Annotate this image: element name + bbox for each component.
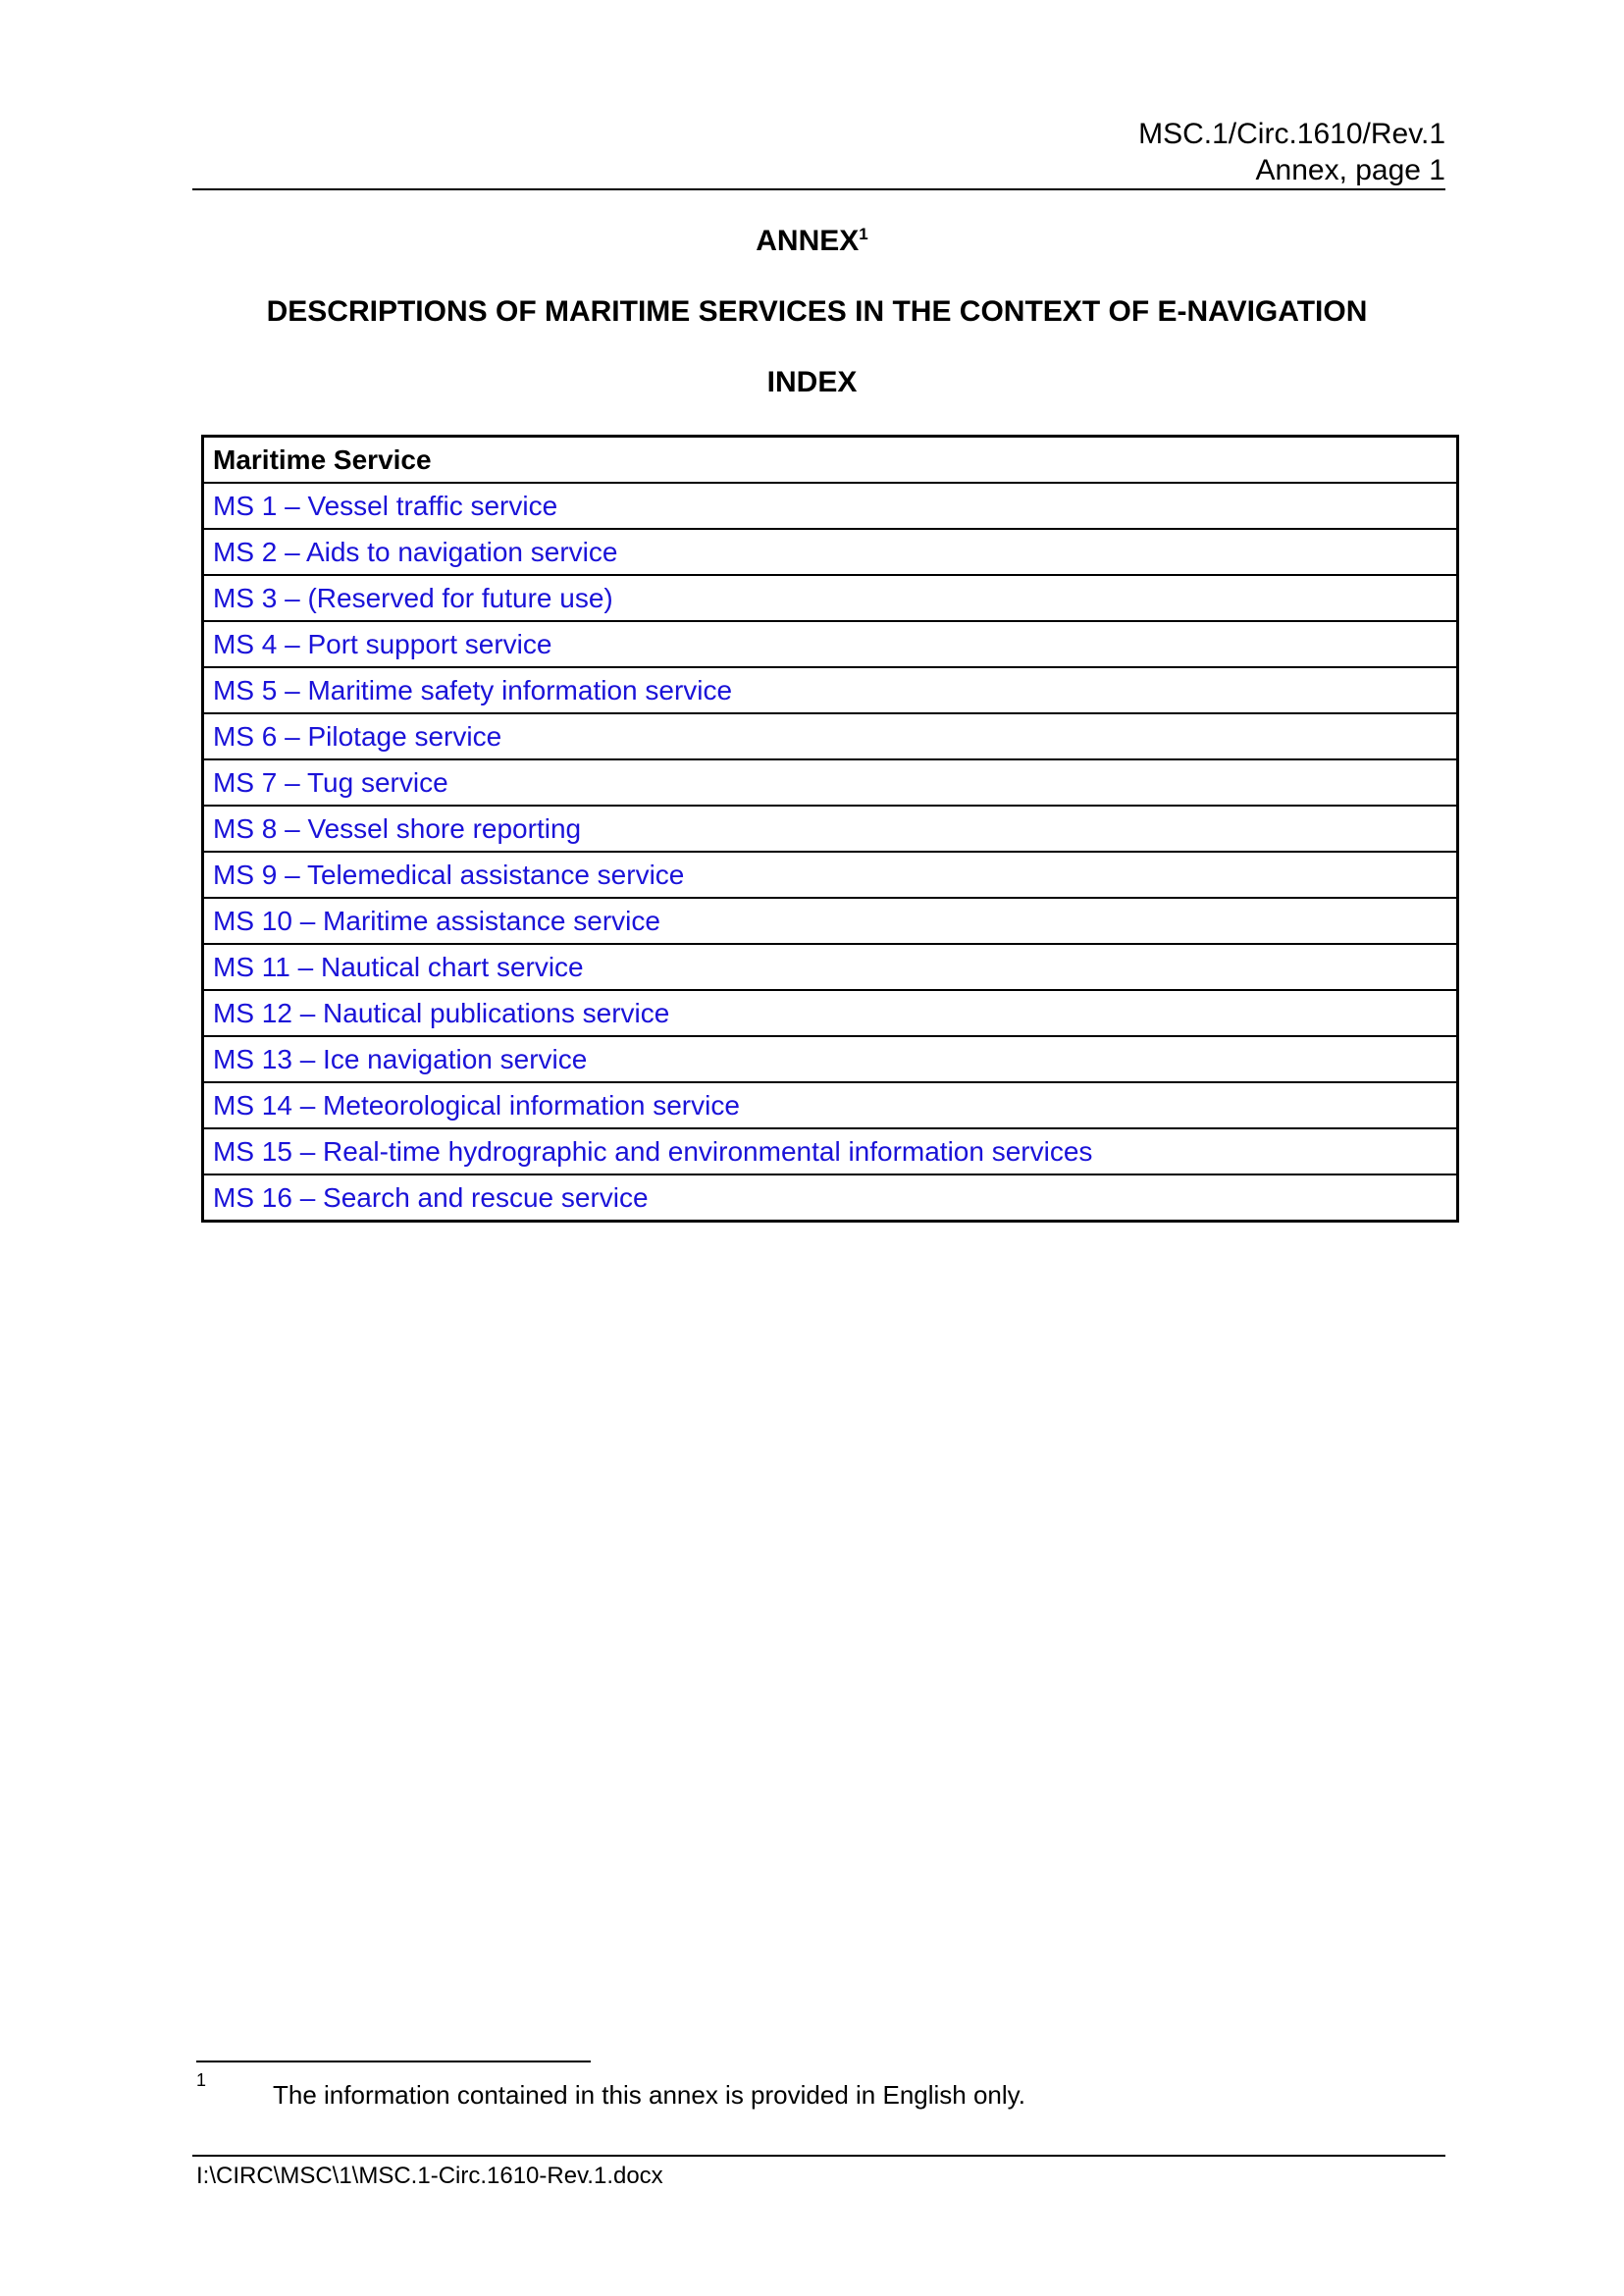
table-row [203, 806, 1458, 852]
annex-footnote-mark[interactable]: 1 [859, 225, 868, 243]
service-link-ms8[interactable]: MS 8 – Vessel shore reporting [213, 813, 582, 844]
maritime-service-index-table [201, 435, 1459, 1223]
table-row [203, 759, 1458, 806]
annex-heading [0, 225, 1624, 258]
table-row [203, 713, 1458, 759]
service-link-ms6[interactable]: MS 6 – Pilotage service [213, 721, 502, 752]
index-heading: INDEX [766, 366, 858, 398]
table-row [203, 990, 1458, 1036]
header-rule [192, 188, 1445, 190]
document-title: DESCRIPTIONS OF MARITIME SERVICES IN THE CONTEXT OF E-NAVIGATION [266, 295, 1368, 328]
service-link-ms1[interactable]: MS 1 – Vessel traffic service [213, 491, 558, 521]
footnote-number: 1 [196, 2070, 207, 2090]
table-cell [203, 1174, 1458, 1222]
service-link-ms11[interactable]: MS 11 – Nautical chart service [213, 952, 584, 982]
footnote-text: The information contained in this annex is provided in English only. [273, 2080, 1025, 2110]
service-link-ms5[interactable]: MS 5 – Maritime safety information service [213, 675, 733, 705]
table-cell [203, 944, 1458, 990]
annex-label: ANNEX [756, 225, 860, 257]
table-cell [203, 483, 1458, 529]
service-link-ms4[interactable]: MS 4 – Port support service [213, 629, 552, 659]
table-row [203, 529, 1458, 575]
table-cell [203, 621, 1458, 667]
table-header-row [203, 437, 1458, 484]
table-row [203, 483, 1458, 529]
service-link-ms14[interactable]: MS 14 – Meteorological information service [213, 1090, 740, 1121]
footer-file-path: I:\CIRC\MSC\1\MSC.1-Circ.1610-Rev.1.docx [196, 2163, 663, 2189]
table-row [203, 898, 1458, 944]
header-page-ref: Annex, page 1 [1255, 154, 1445, 186]
table-cell [203, 1082, 1458, 1128]
table-cell [203, 759, 1458, 806]
service-link-ms12[interactable]: MS 12 – Nautical publications service [213, 998, 670, 1028]
table-row [203, 621, 1458, 667]
header-doc-ref: MSC.1/Circ.1610/Rev.1 [1138, 118, 1445, 150]
service-link-ms7[interactable]: MS 7 – Tug service [213, 767, 448, 798]
footnote-separator [196, 2061, 591, 2062]
service-link-ms3[interactable]: MS 3 – (Reserved for future use) [213, 583, 613, 613]
table-row [203, 1174, 1458, 1222]
table-row [203, 944, 1458, 990]
table-header-cell: Maritime Service [203, 437, 1458, 484]
table-cell [203, 529, 1458, 575]
service-link-ms15[interactable]: MS 15 – Real-time hydrographic and environmental information services [213, 1136, 1093, 1167]
table-cell [203, 990, 1458, 1036]
table-cell [203, 806, 1458, 852]
table-cell [203, 667, 1458, 713]
table-cell [203, 1036, 1458, 1082]
table-row [203, 1128, 1458, 1174]
table-row [203, 1036, 1458, 1082]
table-row [203, 852, 1458, 898]
table-cell [203, 1128, 1458, 1174]
table-cell [203, 713, 1458, 759]
table-row [203, 1082, 1458, 1128]
service-link-ms13[interactable]: MS 13 – Ice navigation service [213, 1044, 588, 1074]
service-link-ms10[interactable]: MS 10 – Maritime assistance service [213, 906, 660, 936]
table-cell [203, 898, 1458, 944]
footer-rule [192, 2155, 1445, 2157]
service-link-ms16[interactable]: MS 16 – Search and rescue service [213, 1182, 649, 1213]
table-row [203, 575, 1458, 621]
table-cell [203, 852, 1458, 898]
table-row [203, 667, 1458, 713]
service-link-ms9[interactable]: MS 9 – Telemedical assistance service [213, 860, 685, 890]
service-link-ms2[interactable]: MS 2 – Aids to navigation service [213, 537, 618, 567]
table-cell [203, 575, 1458, 621]
